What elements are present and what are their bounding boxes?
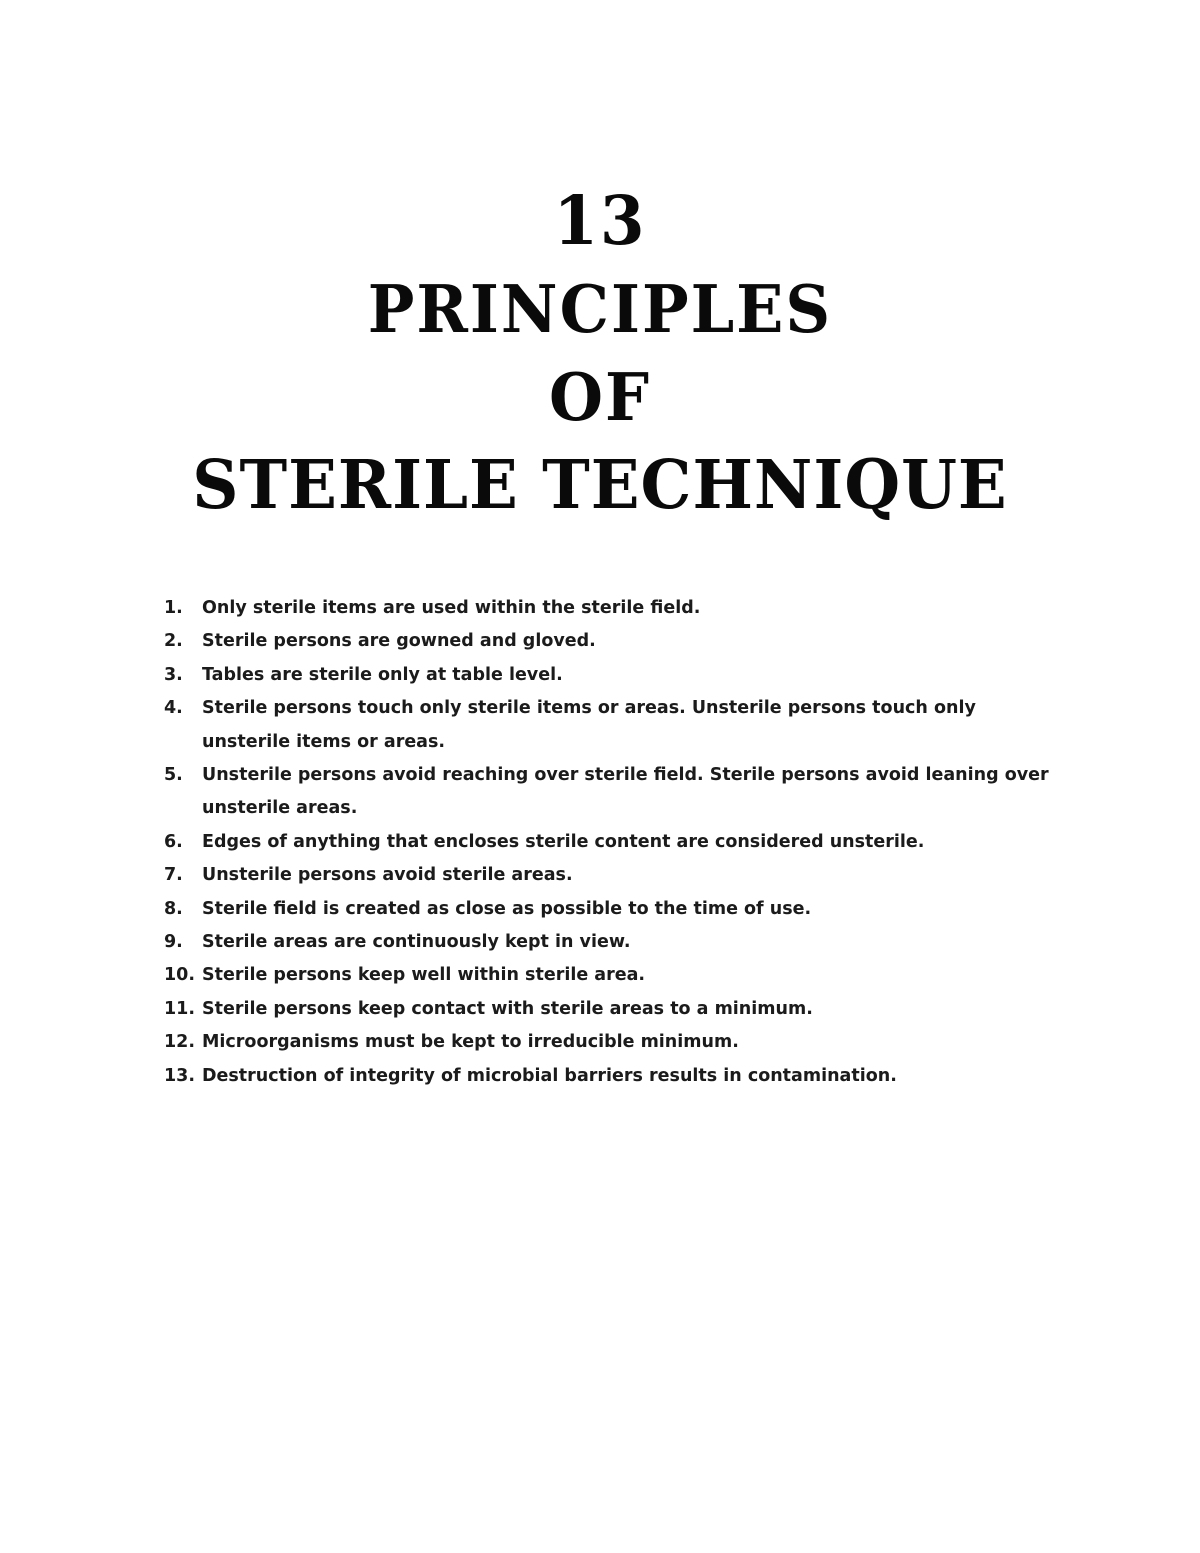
principle-text: Edges of anything that encloses sterile content are considered unsterile. — [202, 831, 925, 852]
principle-number: 11. — [164, 998, 196, 1019]
title-sterile-technique: STERILE TECHNIQUE — [192, 446, 1008, 525]
principle-text: Unsterile persons avoid sterile areas. — [202, 865, 573, 886]
principle-item — [164, 993, 1064, 1026]
principle-text: Destruction of integrity of microbial barriers results in contamination. — [202, 1065, 897, 1086]
principle-text: Sterile areas are continuously kept in view. — [202, 932, 631, 953]
principle-item — [164, 692, 1064, 759]
principle-item — [164, 893, 1064, 926]
principle-item — [164, 592, 1064, 625]
principle-item — [164, 959, 1064, 992]
title-of: OF — [548, 359, 652, 436]
principle-text: Sterile persons keep well within sterile area. — [202, 965, 646, 986]
principles-list — [164, 592, 1064, 1093]
principle-item — [164, 926, 1064, 959]
principle-number: 10. — [164, 965, 196, 986]
principle-text: Sterile persons keep contact with sterile areas to a minimum. — [202, 998, 813, 1019]
principle-number: 2. — [164, 631, 183, 652]
principle-number: 1. — [164, 598, 183, 618]
principle-number: 5. — [164, 765, 183, 786]
principle-text: Sterile persons touch only sterile items or areas. Unsterile persons touch only unsterile items or areas. — [202, 698, 976, 752]
principle-text: Only sterile items are used within the sterile field. — [202, 598, 701, 618]
principle-number: 12. — [164, 1032, 196, 1053]
principle-item — [164, 1060, 1064, 1093]
principle-text: Microorganisms must be kept to irreducible minimum. — [202, 1032, 739, 1053]
title-principles: PRINCIPLES — [367, 271, 833, 348]
principle-text: Unsterile persons avoid reaching over sterile field. Sterile persons avoid leaning over unsterile areas. — [202, 765, 1049, 819]
principle-item — [164, 625, 1064, 658]
principle-number: 4. — [164, 698, 183, 719]
principle-item — [164, 826, 1064, 859]
principle-number: 6. — [164, 831, 183, 852]
title-number: 13 — [553, 182, 647, 261]
principle-text: Sterile persons are gowned and gloved. — [202, 631, 596, 652]
principle-text: Tables are sterile only at table level. — [202, 664, 563, 685]
principle-item — [164, 759, 1064, 826]
principle-number: 13. — [164, 1065, 196, 1086]
principle-text: Sterile field is created as close as possible to the time of use. — [202, 898, 812, 919]
principle-number: 3. — [164, 664, 183, 685]
principle-item — [164, 1026, 1064, 1059]
principle-number: 7. — [164, 865, 183, 886]
principle-number: 8. — [164, 898, 183, 919]
principle-number: 9. — [164, 932, 183, 953]
title-block — [0, 178, 1200, 530]
principle-item — [164, 659, 1064, 692]
principle-item — [164, 859, 1064, 892]
